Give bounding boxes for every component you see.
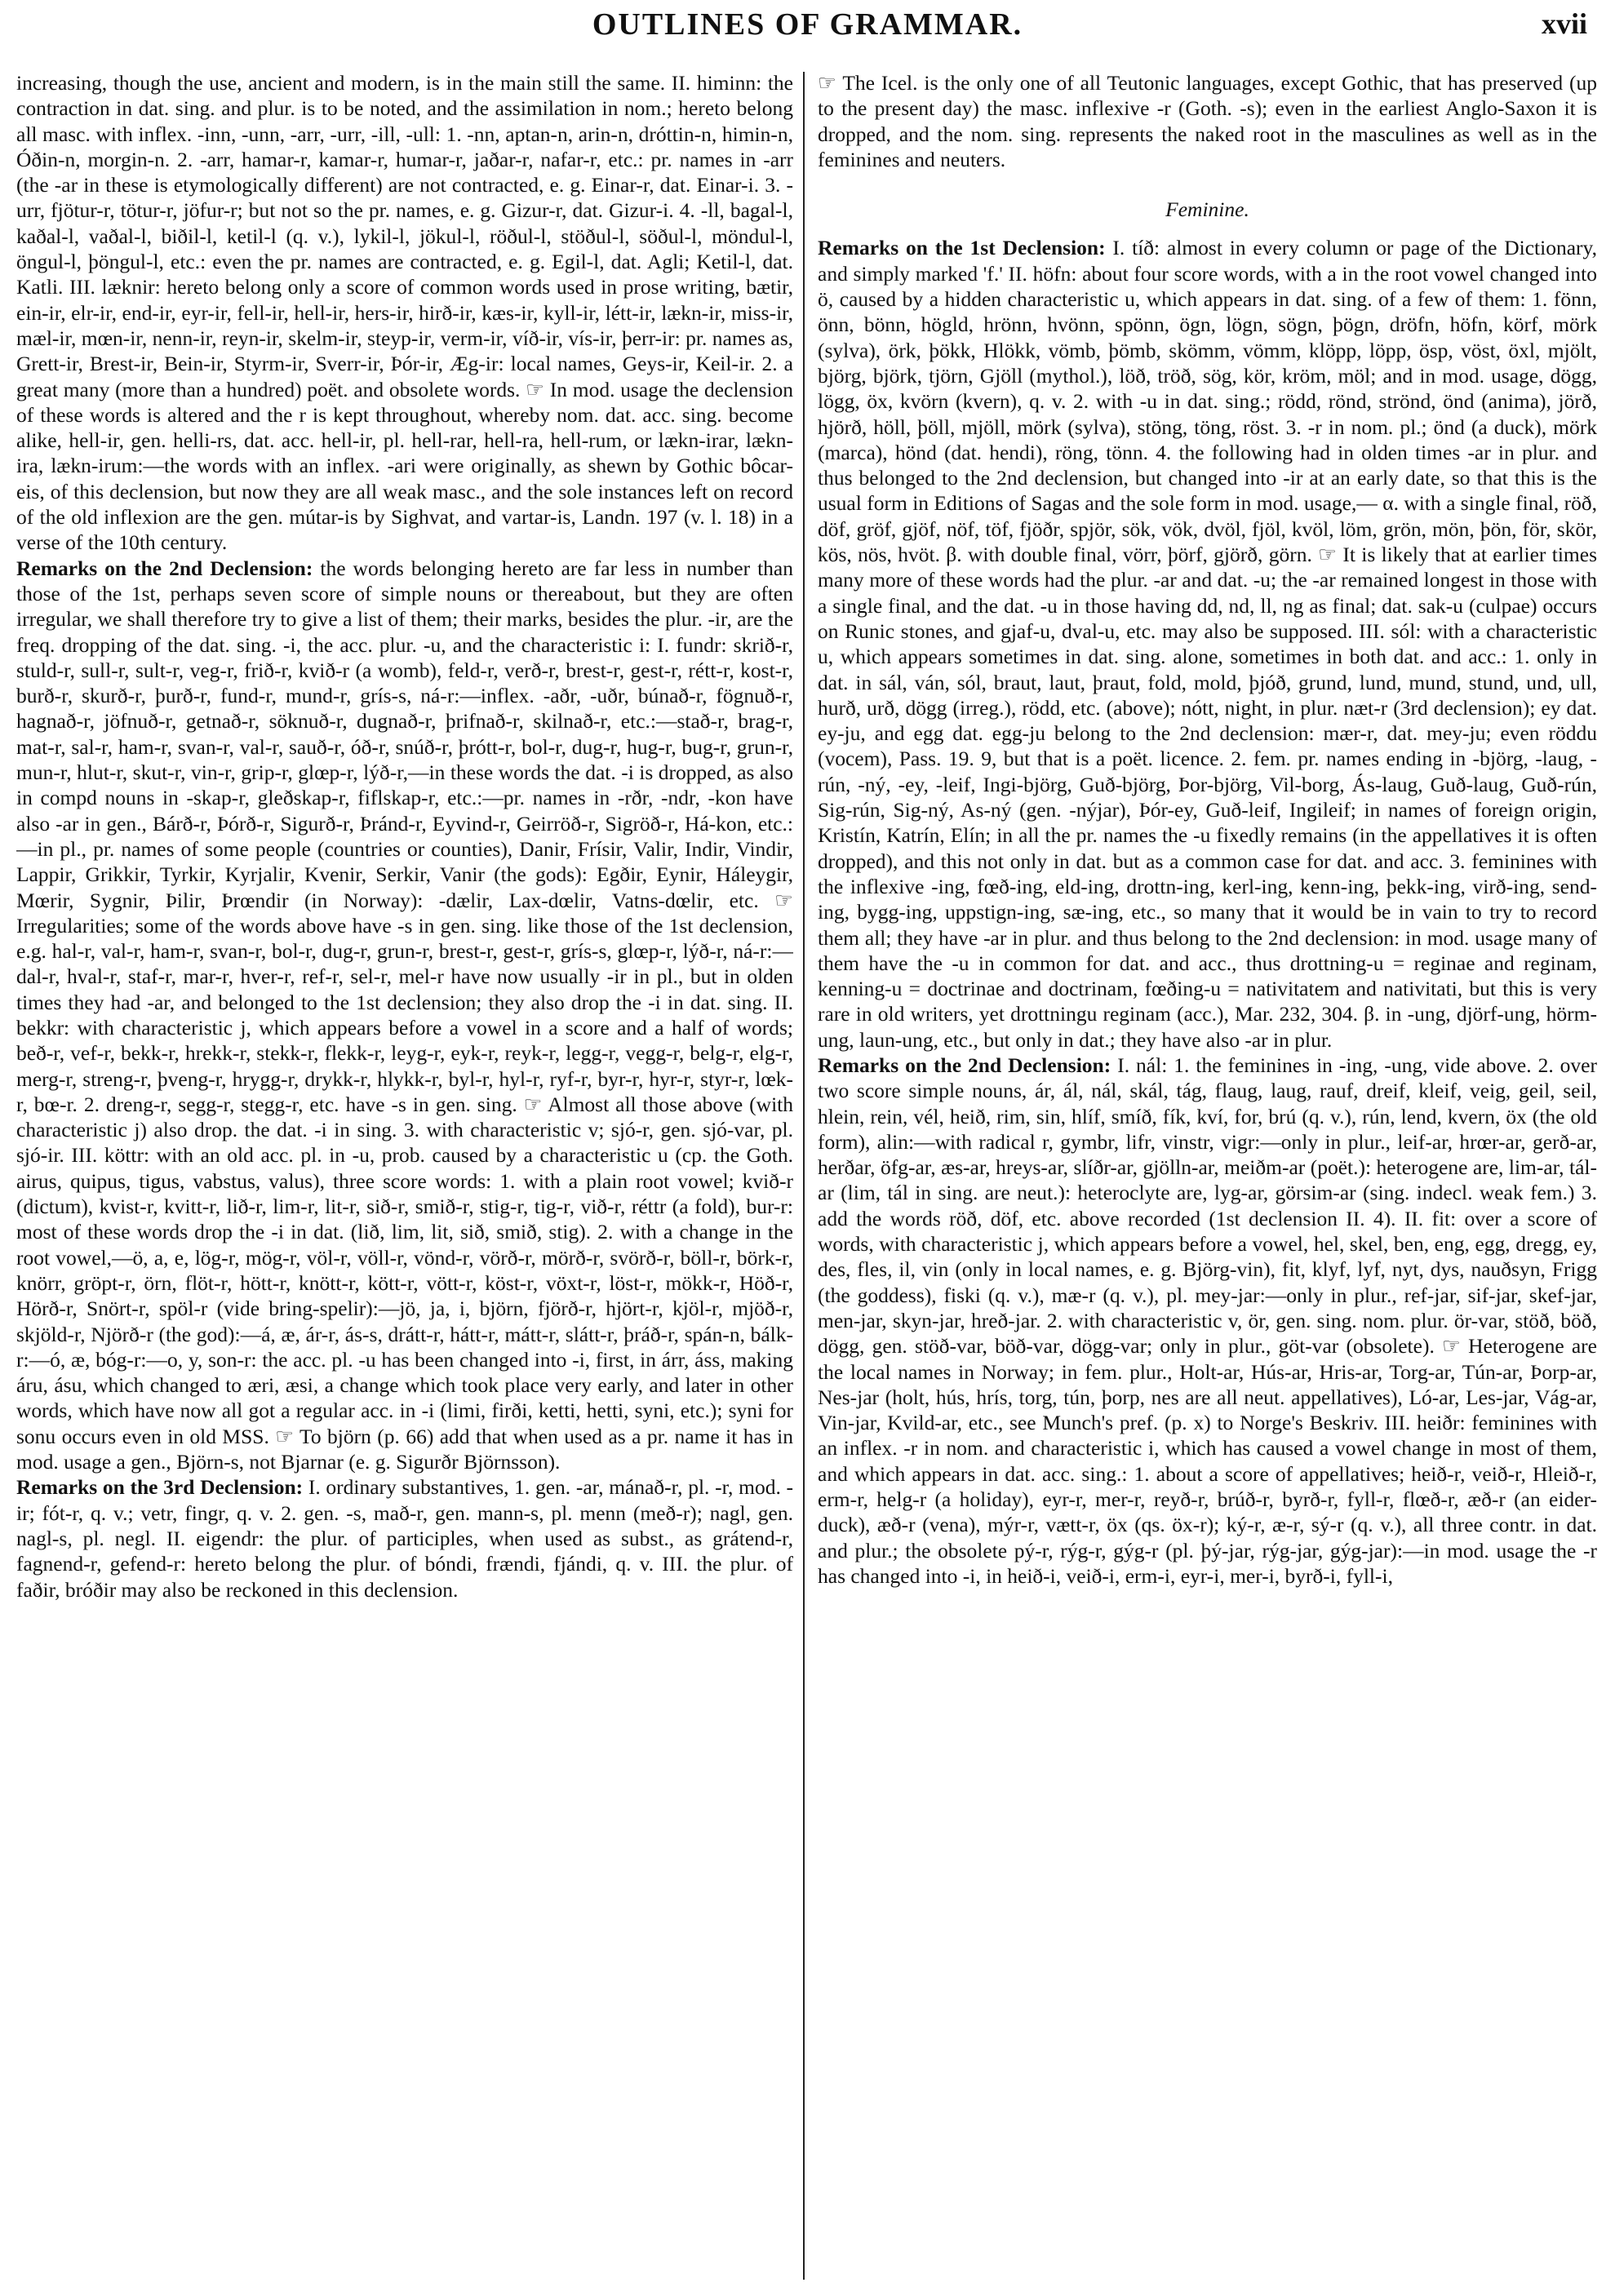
paragraph xyxy=(16,556,793,1475)
remark-text: I. ordinary substantives, 1. gen. -ar, mánað-r, pl. -r, mod. -ir; fót-r, q. v.; vetr, fingr, q. v. 2. gen. -s, mað-r, gen. mann-s, pl. menn (með-r); nagl, gen. nagl-s, pl. negl. II. eigendr: the plur. of participles, when used as subst., as grátend-r, fagnend-r, gefend-r: hereto belong the plur. of bóndi, frændi, fjándi, q. v. III. the plur. of faðir, bróðir may also be reckoned in this declension. xyxy=(16,1475,793,1602)
remark-text: the words belonging hereto are far less in number than those of the 1st, perhaps seven score of simple nouns or thereabout, but they are often irregular, we shall therefore try to give a list of them; their marks, besides the plur. -ir, are the freq. dropping of the dat. sing. -i, the acc. plur. -u, and the characteristic i: I. fundr: skrið-r, stuld-r, sull-r, sult-r, veg-r, frið-r, kvið-r (a womb), feld-r, verð-r, brest-r, gest-r, rétt-r, kost-r, burð-r, skurð-r, þurð-r, fund-r, mund-r, grís-s, ná-r:—inflex. -aðr, -uðr, búnað-r, fögnuð-r, hagnað-r, jöfnuð-r, getnað-r, söknuð-r, dugnað-r, þrifnað-r, skilnað-r, etc.:—stað-r, brag-r, mat-r, sal-r, ham-r, svan-r, val-r, sauð-r, óð-r, snúð-r, þrótt-r, bol-r, dug-r, hug-r, bug-r, grun-r, mun-r, hlut-r, skut-r, vin-r, grip-r, glœp-r, lýð-r,—in these words the dat. -i is dropped, as also in compd nouns in -skap-r, gleðskap-r, fiflskap-r, etc.:—pr. names in -rðr, -ndr, -kon have also -ar in gen., Bárð-r, Þórð-r, Sigurð-r, Þránd-r, Eyvind-r, Geirröð-r, Sigröð-r, Há-kon, etc.:—in pl., pr. names of some people (countries or counties), Danir, Frísir, Valir, Indir, Vindir, Lappir, Grikkir, Tyrkir, Kyrjalir, Kvenir, Serkir, Vanir (the gods): Egðir, Eynir, Háleygir, Mœrir, Sygnir, Þilir, Þrœndir (in Norway): -dælir, Lax-dœlir, Vatns-dœlir, etc. ☞ Irregularities; some of the words above have -s in gen. sing. like those of the 1st declension, e.g. hal-r, val-r, ham-r, svan-r, bol-r, dug-r, grun-r, brest-r, gest-r, grís-s, glœp-r, lýð-r, ná-r:—dal-r, hval-r, staf-r, mar-r, hver-r, ref-r, sel-r, mel-r have now usually -ir in pl., but in olden times they had -ar, and belonged to the 1st declension; they also drop the -i in dat. sing. II. bekkr: with characteristic j, which appears before a vowel in a score and a half of words; beð-r, vef-r, bekk-r, hrekk-r, stekk-r, flekk-r, leyg-r, eyk-r, reyk-r, legg-r, vegg-r, belg-r, elg-r, merg-r, streng-r, þveng-r, hrygg-r, drykk-r, hlykk-r, byl-r, hyl-r, ryf-r, byr-r, hyr-r, styr-r, lœk-r, bœ-r. 2. dreng-r, segg-r, stegg-r, etc. have -s in gen. sing. ☞ Almost all those above (with characteristic j) also drop. the dat. -i in sing. 3. with characteristic v; sjó-r, gen. sjó-var, pl. sjó-ir. III. köttr: with an old acc. pl. in -u, prob. caused by a characteristic u (cp. the Goth. airus, quipus, tigus, vabstus, valus), three score words: 1. with a plain root vowel; kvið-r (dictum), kvist-r, kvitt-r, lið-r, lim-r, lit-r, sið-r, smið-r, stig-r, tig-r, við-r, réttr (a fold), bur-r: most of these words drop the -i in dat. (lið, lim, lit, sið, smið, stig). 2. with a change in the root vowel,—ö, a, e, lög-r, mög-r, völ-r, völl-r, vönd-r, vörð-r, mörð-r, svörð-r, böll-r, börk-r, knörr, gröpt-r, örn, flöt-r, hött-r, knött-r, kött-r, vött-r, köst-r, vöxt-r, löst-r, mökk-r, Höð-r, Hörð-r, Snört-r, spöl-r (vide bring-spelir):—jö, ja, i, björn, fjörð-r, hjört-r, kjöl-r, mjöð-r, skjöld-r, Njörð-r (the god):—á, æ, ár-r, ás-s, drátt-r, hátt-r, mátt-r, slátt-r, þráð-r, spán-n, bálk-r:—ó, æ, bóg-r:—o, y, son-r: the acc. pl. -u has been changed into -i, first, in árr, áss, making áru, ásu, which changed to æri, æsi, a change which took place very early, and later in other words, which have now all got a regular acc. in -i (limi, firði, ketti, hetti, syni, etc.); syni for sonu occurs even in old MSS. ☞ To björn (p. 66) add that when used as a pr. name it has in mod. usage a gen., Björn-s, not Bjarnar (e. g. Sigurðr Björnsson). xyxy=(16,556,793,1474)
paragraph xyxy=(818,1053,1597,1589)
running-head xyxy=(0,5,1615,54)
page-title: OUTLINES OF GRAMMAR. xyxy=(592,7,1023,42)
paragraph xyxy=(16,1474,793,1602)
remark-heading: Remarks on the 2nd Declension: xyxy=(16,556,313,580)
paragraph xyxy=(818,235,1597,1053)
remark-text: I. tíð: almost in every column or page of the Dictionary, and simply marked 'f.' II. höfn: about four score words, with a in the root vowel changed into ö, caused by a hidden characteristic u, which appears in dat. sing. of a few of them: 1. fönn, önn, bönn, högld, hrönn, hvönn, spönn, ögn, lögn, sögn, þögn, dröfn, höfn, körf, mörk (sylva), örk, þökk, Hlökk, vömb, þömb, skömm, vömm, klöpp, löpp, ösp, vöst, öxl, mjölt, björg, björk, tjörn, Gjöll (mythol.), löð, tröð, sög, kör, kröm, möl; and in mod. usage, dögg, lögg, öx, kvörn (kvern), q. v. 2. with -u in dat. sing.; rödd, rönd, strönd, önd (anima), jörð, hjörð, höll, þöll, mjöll, mörk (sylva), stöng, töng, röst. 3. -r in nom. pl.; önd (a duck), mörk (marca), hönd (dat. hendi), röng, tönn. 4. the following had in olden times -ar in plur. and thus belonged to the 2nd declension, but changed into -ir at an early date, so that this is the usual form in Editions of Sagas and the sole form in mod. usage,— α. with a single final, röð, döf, gröf, gjöf, nöf, töf, fjöðr, spjör, sök, vök, dvöl, fjöl, kvöl, löm, grön, mön, þön, för, skör, kös, nös, hvöt. β. with double final, vörr, þörf, gjörð, görn. ☞ It is likely that at earlier times many more of these words had the plur. -ar and dat. -u; the -ar remained longest in those with a single final, and the dat. -u in those having dd, nd, ll, ng as final; dat. sak-u (culpae) occurs on Runic stones, and gjaf-u, dval-u, etc. may also be supposed. III. sól: with a characteristic u, which appears sometimes in dat. sing. alone, sometimes in both dat. and acc.: 1. only in dat. in sál, ván, sól, braut, laut, þraut, fold, mold, þjóð, grund, lund, mund, stund, und, ull, hurð, urð, dögg (irreg.), rödd, etc. (above); nótt, night, in plur. næt-r (3rd declension); ey dat. ey-ju, and egg dat. egg-ju belong to the 2nd declension: mær-r, dat. mey-ju; even röddu (vocem), Pass. 19. 9, but that is a poët. licence. 2. fem. pr. names ending in -björg, -laug, -rún, -ný, -ey, -leif, Ingi-björg, Guð-björg, Þor-björg, Vil-borg, Ás-laug, Guð-laug, Guð-rún, Sig-rún, Sig-ný, As-ný (gen. -nýjar), Þór-ey, Guð-leif, Ingileif; in names of foreign origin, Kristín, Katrín, Elín; in all the pr. names the -u fixedly remains (in the appellatives it is often dropped), and this not only in dat. but as a common case for dat. and acc. 3. feminines with the inflexive -ing, fœð-ing, eld-ing, drottn-ing, kerl-ing, kenn-ing, þekk-ing, virð-ing, send-ing, bygg-ing, uppstign-ing, sæ-ing, etc., so many that it would be in vain to try to record them all; they have -ar in plur. and thus belong to the 2nd declension: in mod. usage many of them have the -u in common for dat. and acc., thus drottning-u = reginae and reginam, kenning-u = doctrinae and doctrinam, fœðing-u = nativitatem and nativitati, but this is very rare in old writers, yet drottningu reginam (acc.), Mar. 232, 304. β. in -ung, djörf-ung, hörm-ung, laun-ung, etc., but only in dat.; they have also -ar in plur. xyxy=(818,236,1597,1052)
paragraph: increasing, though the use, ancient and modern, is in the main still the same. II. himinn: the contraction in dat. sing. and plur. is to be noted, and the assimilation in nom.; hereto belong all masc. with inflex. -inn, -unn, -arr, -urr, -ill, -ull: 1. -nn, aptan-n, arin-n, dróttin-n, himin-n, Óðin-n, morgin-n. 2. -arr, hamar-r, kamar-r, humar-r, jaðar-r, nafar-r, etc.: pr. names in -arr (the -ar in these is etymologically different) are not contracted, e. g. Einar-r, dat. Einar-i. 3. -urr, fjötur-r, tötur-r, jöfur-r; but not so the pr. names, e. g. Gizur-r, dat. Gizur-i. 4. -ll, bagal-l, kaðal-l, vaðal-l, biðil-l, ketil-l (q. v.), lykil-l, jökul-l, röðul-l, stöðul-l, söðul-l, möndul-l, öngul-l, þöngul-l, etc.: even the pr. names are contracted, e. g. Egil-l, dat. Agli; Ketil-l, dat. Katli. III. læknir: hereto belong only a score of common words used in prose writing, bætir, ein-ir, elr-ir, end-ir, eyr-ir, fell-ir, hell-ir, hers-ir, hirð-ir, kæs-ir, kyll-ir, létt-ir, lækn-ir, miss-ir, mæl-ir, mœn-ir, nenn-ir, reyn-ir, skelm-ir, steyp-ir, verm-ir, víð-ir, vís-ir, þerr-ir: pr. names as, Grett-ir, Brest-ir, Bein-ir, Styrm-ir, Sverr-ir, Þór-ir, Æg-ir: local names, Geys-ir, Keil-ir. 2. a great many (more than a hundred) poët. and obsolete words. ☞ In mod. usage the declension of these words is altered and the r is kept throughout, whereby nom. dat. acc. sing. become alike, hell-ir, gen. helli-rs, dat. acc. hell-ir, pl. hell-rar, hell-ra, hell-rum, or lækn-irar, lækn-ira, lækn-irum:—the words with an inflex. -ari were originally, as shewn by Gothic bôcar-eis, of this declension, but now they are all weak masc., and the sole instances left on record of the old inflexion are the gen. mútar-is by Sighvat, and vartar-is, Landn. 197 (v. l. 18) in a verse of the 10th century. xyxy=(16,71,793,555)
remark-heading: Remarks on the 1st Declension: xyxy=(818,236,1106,260)
remark-heading: Remarks on the 2nd Declension: xyxy=(818,1053,1111,1077)
remark-heading: Remarks on the 3rd Declension: xyxy=(16,1475,304,1500)
right-column xyxy=(818,70,1597,2283)
page-number: xvii xyxy=(1541,7,1587,40)
section-heading: Feminine. xyxy=(1165,197,1249,222)
remark-text: I. nál: 1. the feminines in -ing, -ung, vide above. 2. over two score simple nouns, ár, ál, nál, skál, tág, flaug, laug, rauf, dreif, kleif, veig, geil, seil, hlein, rein, vél, heið, rim, sin, hlíf, smíð, fík, kví, for, brú (q. v.), rún, lend, kvern, öx (the old form), alin:—with radical r, gymbr, lifr, vinstr, vigr:—only in plur., leif-ar, hrœr-ar, gerð-ar, herðar, öfg-ar, æs-ar, hreys-ar, slíðr-ar, gjölln-ar, meiðm-ar (poët.): heterogene are, lim-ar, tál-ar (lim, tál in sing. are neut.): heteroclyte are, lyg-ar, görsim-ar (sing. indecl. weak fem.) 3. add the words röð, döf, etc. above recorded (1st declension II. 4). II. fit: over a score of words, with characteristic j, which appears before a vowel, hel, skel, ben, eng, egg, dregg, ey, des, fles, il, vin (only in local names, e. g. Björg-vin), fit, klyf, lyf, nyt, dys, nauðsyn, Frigg (the goddess), fiski (q. v.), mæ-r (q. v.), pl. mey-jar:—only in plur., ref-jar, sif-jar, skef-jar, men-jar, skyn-jar, hreð-jar. 2. with characteristic v, ör, gen. sing. nom. plur. ör-var, stöð, böð, dögg, gen. stöð-var, böð-var, dögg-var; only in plur., göt-var (obsolete). ☞ Heterogene are the local names in Norway; in fem. plur., Holt-ar, Hús-ar, Hris-ar, Torg-ar, Tún-ar, Þorp-ar, Nes-jar (holt, hús, hrís, torg, tún, þorp, nes are all neut. appellatives), Ló-ar, Les-jar, Vág-ar, Vin-jar, Kvild-ar, etc., see Munch's pref. (p. x) to Norge's Beskriv. III. heiðr: feminines with an inflex. -r in nom. and characteristic i, which has caused a vowel change in most of them, and which appears in dat. acc. sing.: 1. about a score of appellatives; heið-r, veið-r, Hleið-r, erm-r, helg-r (a holiday), eyr-r, mer-r, reyð-r, brúð-r, byrð-r, fyll-r, flœð-r, æð-r (an eider-duck), æð-r (vena), mýr-r, vætt-r, öx (qs. öx-r); ký-r, æ-r, sý-r (q. v.), all three contr. in dat. and plur.; the obsolete pý-r, rýg-r, gýg-r (pl. þý-jar, rýg-jar, gýg-jar):—in mod. usage the -r has changed into -i, in heið-i, veið-i, erm-i, eyr-i, mer-i, byrð-i, fyll-i, xyxy=(818,1053,1597,1588)
column-divider xyxy=(803,72,805,2280)
left-column xyxy=(16,70,793,2283)
paragraph: ☞ The Icel. is the only one of all Teutonic languages, except Gothic, that has preserved (up to the present day) the masc. inflexive -r (Goth. -s); even in the earliest Anglo-Saxon it is dropped, and the nom. sing. represents the naked root in the masculines as well as in the feminines and neuters. xyxy=(818,71,1597,171)
